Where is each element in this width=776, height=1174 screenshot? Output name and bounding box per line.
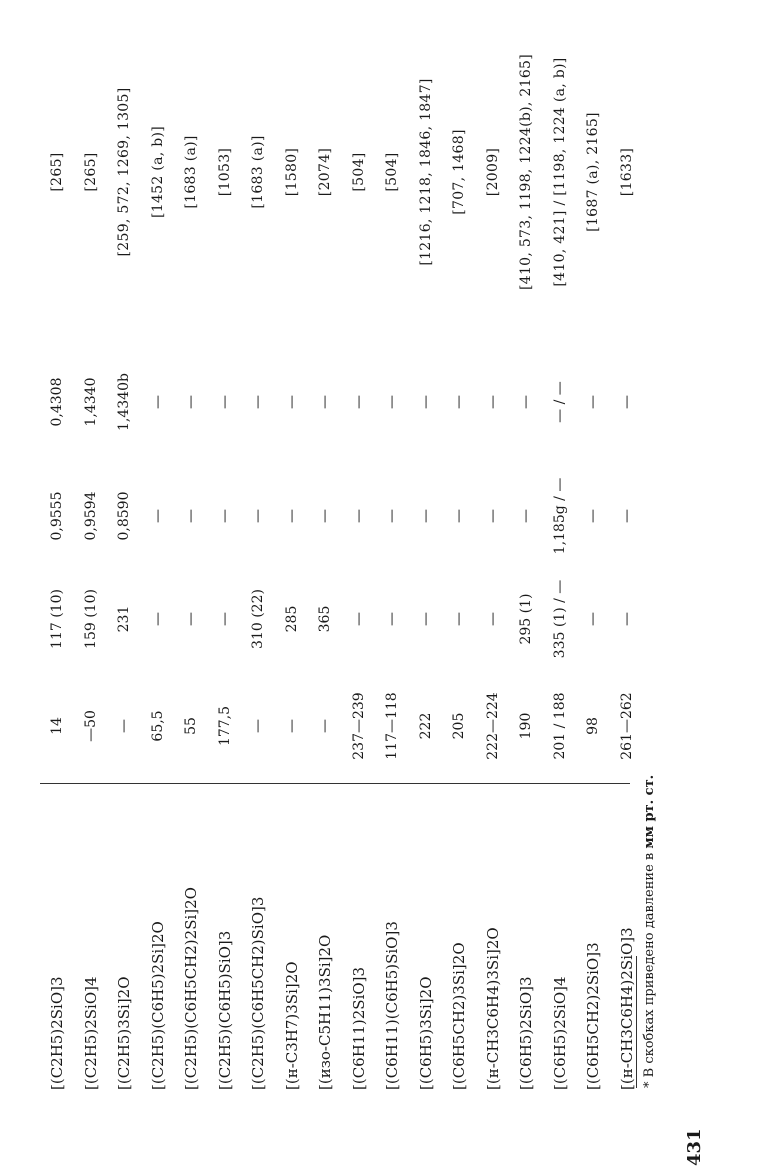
cell-refs: [504] bbox=[384, 152, 400, 192]
cell-bp: 295 (1) bbox=[518, 593, 534, 645]
cell-refs: [1580] bbox=[283, 147, 300, 197]
footnote bbox=[642, 775, 657, 1088]
cell-refr: — bbox=[484, 395, 501, 409]
cell-bp: 285 bbox=[283, 605, 300, 633]
cell-bp: — bbox=[350, 612, 367, 626]
cell-mp: 177,5 bbox=[216, 705, 233, 747]
cell-formula: [(C2H5)(C6H5)2Si]2O bbox=[148, 921, 167, 1090]
cell-refs: [410, 573, 1198, 1224(b), 2165] bbox=[518, 53, 534, 291]
table-row bbox=[476, 0, 510, 1174]
cell-density: — bbox=[618, 509, 635, 523]
cell-formula: [(C6H11)(C6H5)SiO]3 bbox=[383, 921, 401, 1090]
table-row bbox=[40, 0, 74, 1174]
footnote-unit: мм рт. ст. bbox=[642, 774, 657, 849]
cell-refr: — bbox=[518, 395, 534, 409]
cell-refr: — bbox=[149, 395, 166, 409]
cell-bp: 117 (10) bbox=[49, 589, 65, 649]
table-row bbox=[241, 0, 275, 1174]
cell-mp: — bbox=[283, 719, 300, 733]
cell-refr: — bbox=[317, 395, 333, 409]
cell-formula: [(C2H5)2SiO]3 bbox=[48, 976, 66, 1090]
cell-density: — bbox=[585, 509, 601, 523]
cell-refr: 1,4340 bbox=[82, 377, 99, 427]
cell-formula: [(н-C3H7)3Si]2O bbox=[282, 961, 301, 1090]
cell-mp: 222—224 bbox=[484, 692, 501, 760]
page-number: 431 bbox=[684, 1128, 705, 1166]
cell-mp: 14 bbox=[49, 717, 65, 735]
cell-refr: 0,4308 bbox=[49, 377, 65, 427]
cell-refs: [259, 572, 1269, 1305] bbox=[116, 87, 132, 257]
cell-formula: [(C2H5)2SiO]4 bbox=[81, 976, 100, 1090]
cell-bp: — bbox=[216, 612, 233, 626]
cell-refr: — bbox=[183, 395, 199, 409]
cell-bp: — bbox=[149, 612, 166, 626]
cell-mp: 222 bbox=[417, 712, 434, 740]
cell-refs: [410, 421] / [1198, 1224 (a, b)] bbox=[551, 57, 568, 287]
table-row bbox=[442, 0, 476, 1174]
cell-bp: 159 (10) bbox=[82, 589, 99, 649]
cell-density: — bbox=[183, 509, 199, 523]
table-row bbox=[308, 0, 342, 1174]
cell-density: 0,8590 bbox=[116, 491, 132, 541]
cell-bp: — bbox=[417, 612, 434, 626]
table-row bbox=[409, 0, 443, 1174]
cell-mp: 117—118 bbox=[384, 692, 400, 760]
cell-density: — bbox=[417, 509, 434, 523]
cell-refs: [265] bbox=[49, 152, 65, 192]
cell-formula: [(C2H5)(C6H5CH2)2Si]2O bbox=[182, 887, 200, 1090]
cell-density: — bbox=[317, 509, 333, 523]
cell-mp: 65,5 bbox=[149, 710, 166, 742]
cell-bp: 310 (22) bbox=[250, 589, 266, 649]
cell-refs: [2009] bbox=[484, 147, 501, 197]
table-row bbox=[208, 0, 242, 1174]
cell-bp: 365 bbox=[317, 605, 333, 633]
cell-bp: 231 bbox=[116, 605, 132, 633]
table-row bbox=[342, 0, 376, 1174]
table-row bbox=[107, 0, 141, 1174]
table-row bbox=[174, 0, 208, 1174]
cell-refr: — bbox=[417, 395, 434, 409]
cell-mp: — bbox=[317, 719, 333, 733]
cell-density: — bbox=[250, 509, 266, 523]
cell-formula: [(C2H5)(C6H5)SiO]3 bbox=[215, 930, 234, 1090]
cell-bp: — bbox=[484, 612, 501, 626]
cell-bp: — bbox=[384, 612, 400, 626]
cell-density: 1,185g / — bbox=[551, 477, 568, 555]
cell-mp: 55 bbox=[183, 717, 199, 735]
table-row bbox=[141, 0, 175, 1174]
cell-refr: — / — bbox=[551, 381, 568, 423]
cell-density: — bbox=[518, 509, 534, 523]
table-row bbox=[610, 0, 644, 1174]
cell-refs: [1053] bbox=[216, 147, 233, 197]
cell-refr: — bbox=[216, 395, 233, 409]
table-row bbox=[543, 0, 577, 1174]
footnote-rule bbox=[636, 956, 637, 1088]
table-row bbox=[275, 0, 309, 1174]
cell-formula: [(н-CH3C6H4)2SiO]3 bbox=[617, 927, 636, 1090]
cell-formula: [(C2H5)3Si]2O bbox=[115, 976, 133, 1090]
cell-mp: 261—262 bbox=[618, 692, 635, 760]
cell-formula: [(C6H11)2SiO]3 bbox=[349, 966, 368, 1090]
footnote-text: В скобках приведено давление в bbox=[642, 848, 657, 1078]
cell-density: — bbox=[216, 509, 233, 523]
cell-refs: [707, 1468] bbox=[451, 129, 467, 215]
cell-formula: [(C6H5CH2)2SiO]3 bbox=[584, 942, 602, 1090]
cell-formula: [(C6H5)2SiO]4 bbox=[550, 976, 569, 1090]
cell-bp: — bbox=[618, 612, 635, 626]
cell-formula: [(C6H5)3Si]2O bbox=[416, 976, 435, 1090]
cell-refs: [1633] bbox=[618, 147, 635, 197]
cell-mp: — bbox=[250, 719, 266, 733]
cell-formula: [(н-CH3C6H4)3Si]2O bbox=[483, 927, 502, 1090]
cell-density: 0,9594 bbox=[82, 491, 99, 541]
cell-mp: 98 bbox=[585, 717, 601, 735]
table-row bbox=[375, 0, 409, 1174]
cell-density: — bbox=[283, 509, 300, 523]
cell-refs: [504] bbox=[350, 152, 367, 192]
cell-refr: — bbox=[283, 395, 300, 409]
cell-refs: [1683 (a)] bbox=[250, 135, 266, 209]
cell-refs: [1452 (a, b)] bbox=[149, 125, 166, 219]
cell-density: — bbox=[350, 509, 367, 523]
cell-mp: 201 / 188 bbox=[551, 692, 568, 760]
cell-density: — bbox=[384, 509, 400, 523]
cell-refs: [2074] bbox=[317, 147, 333, 197]
cell-bp: — bbox=[585, 612, 601, 626]
cell-refr: — bbox=[384, 395, 400, 409]
cell-formula: [(C6H5CH2)3Si]2O bbox=[450, 942, 468, 1090]
cell-density: 0,9555 bbox=[49, 491, 65, 541]
cell-refs: [1687 (a), 2165] bbox=[585, 112, 601, 232]
table-row bbox=[509, 0, 543, 1174]
cell-density: — bbox=[149, 509, 166, 523]
cell-formula: [(C2H5)(C6H5CH2)SiO]3 bbox=[249, 896, 267, 1090]
cell-mp: —50 bbox=[82, 710, 99, 742]
cell-refr: — bbox=[451, 395, 467, 409]
cell-formula: [(C6H5)2SiO]3 bbox=[517, 976, 535, 1090]
cell-density: — bbox=[451, 509, 467, 523]
cell-mp: 190 bbox=[518, 712, 534, 740]
cell-mp: 237—239 bbox=[350, 692, 367, 760]
cell-density: — bbox=[484, 509, 501, 523]
cell-mp: — bbox=[116, 719, 132, 733]
table-row bbox=[576, 0, 610, 1174]
cell-refr: 1,4340b bbox=[116, 373, 132, 431]
cell-refr: — bbox=[618, 395, 635, 409]
cell-refs: [1683 (a)] bbox=[183, 135, 199, 209]
table-row bbox=[74, 0, 108, 1174]
cell-bp: — bbox=[183, 612, 199, 626]
cell-refs: [265] bbox=[82, 152, 99, 192]
cell-bp: 335 (1) / — bbox=[551, 579, 568, 659]
cell-mp: 205 bbox=[451, 712, 467, 740]
footnote-marker: * bbox=[642, 1081, 657, 1088]
cell-formula: [(изо-C5H11)3Si]2O bbox=[316, 934, 334, 1090]
cell-refr: — bbox=[585, 395, 601, 409]
cell-refr: — bbox=[350, 395, 367, 409]
cell-refr: — bbox=[250, 395, 266, 409]
cell-refs: [1216, 1218, 1846, 1847] bbox=[417, 78, 434, 266]
cell-bp: — bbox=[451, 612, 467, 626]
